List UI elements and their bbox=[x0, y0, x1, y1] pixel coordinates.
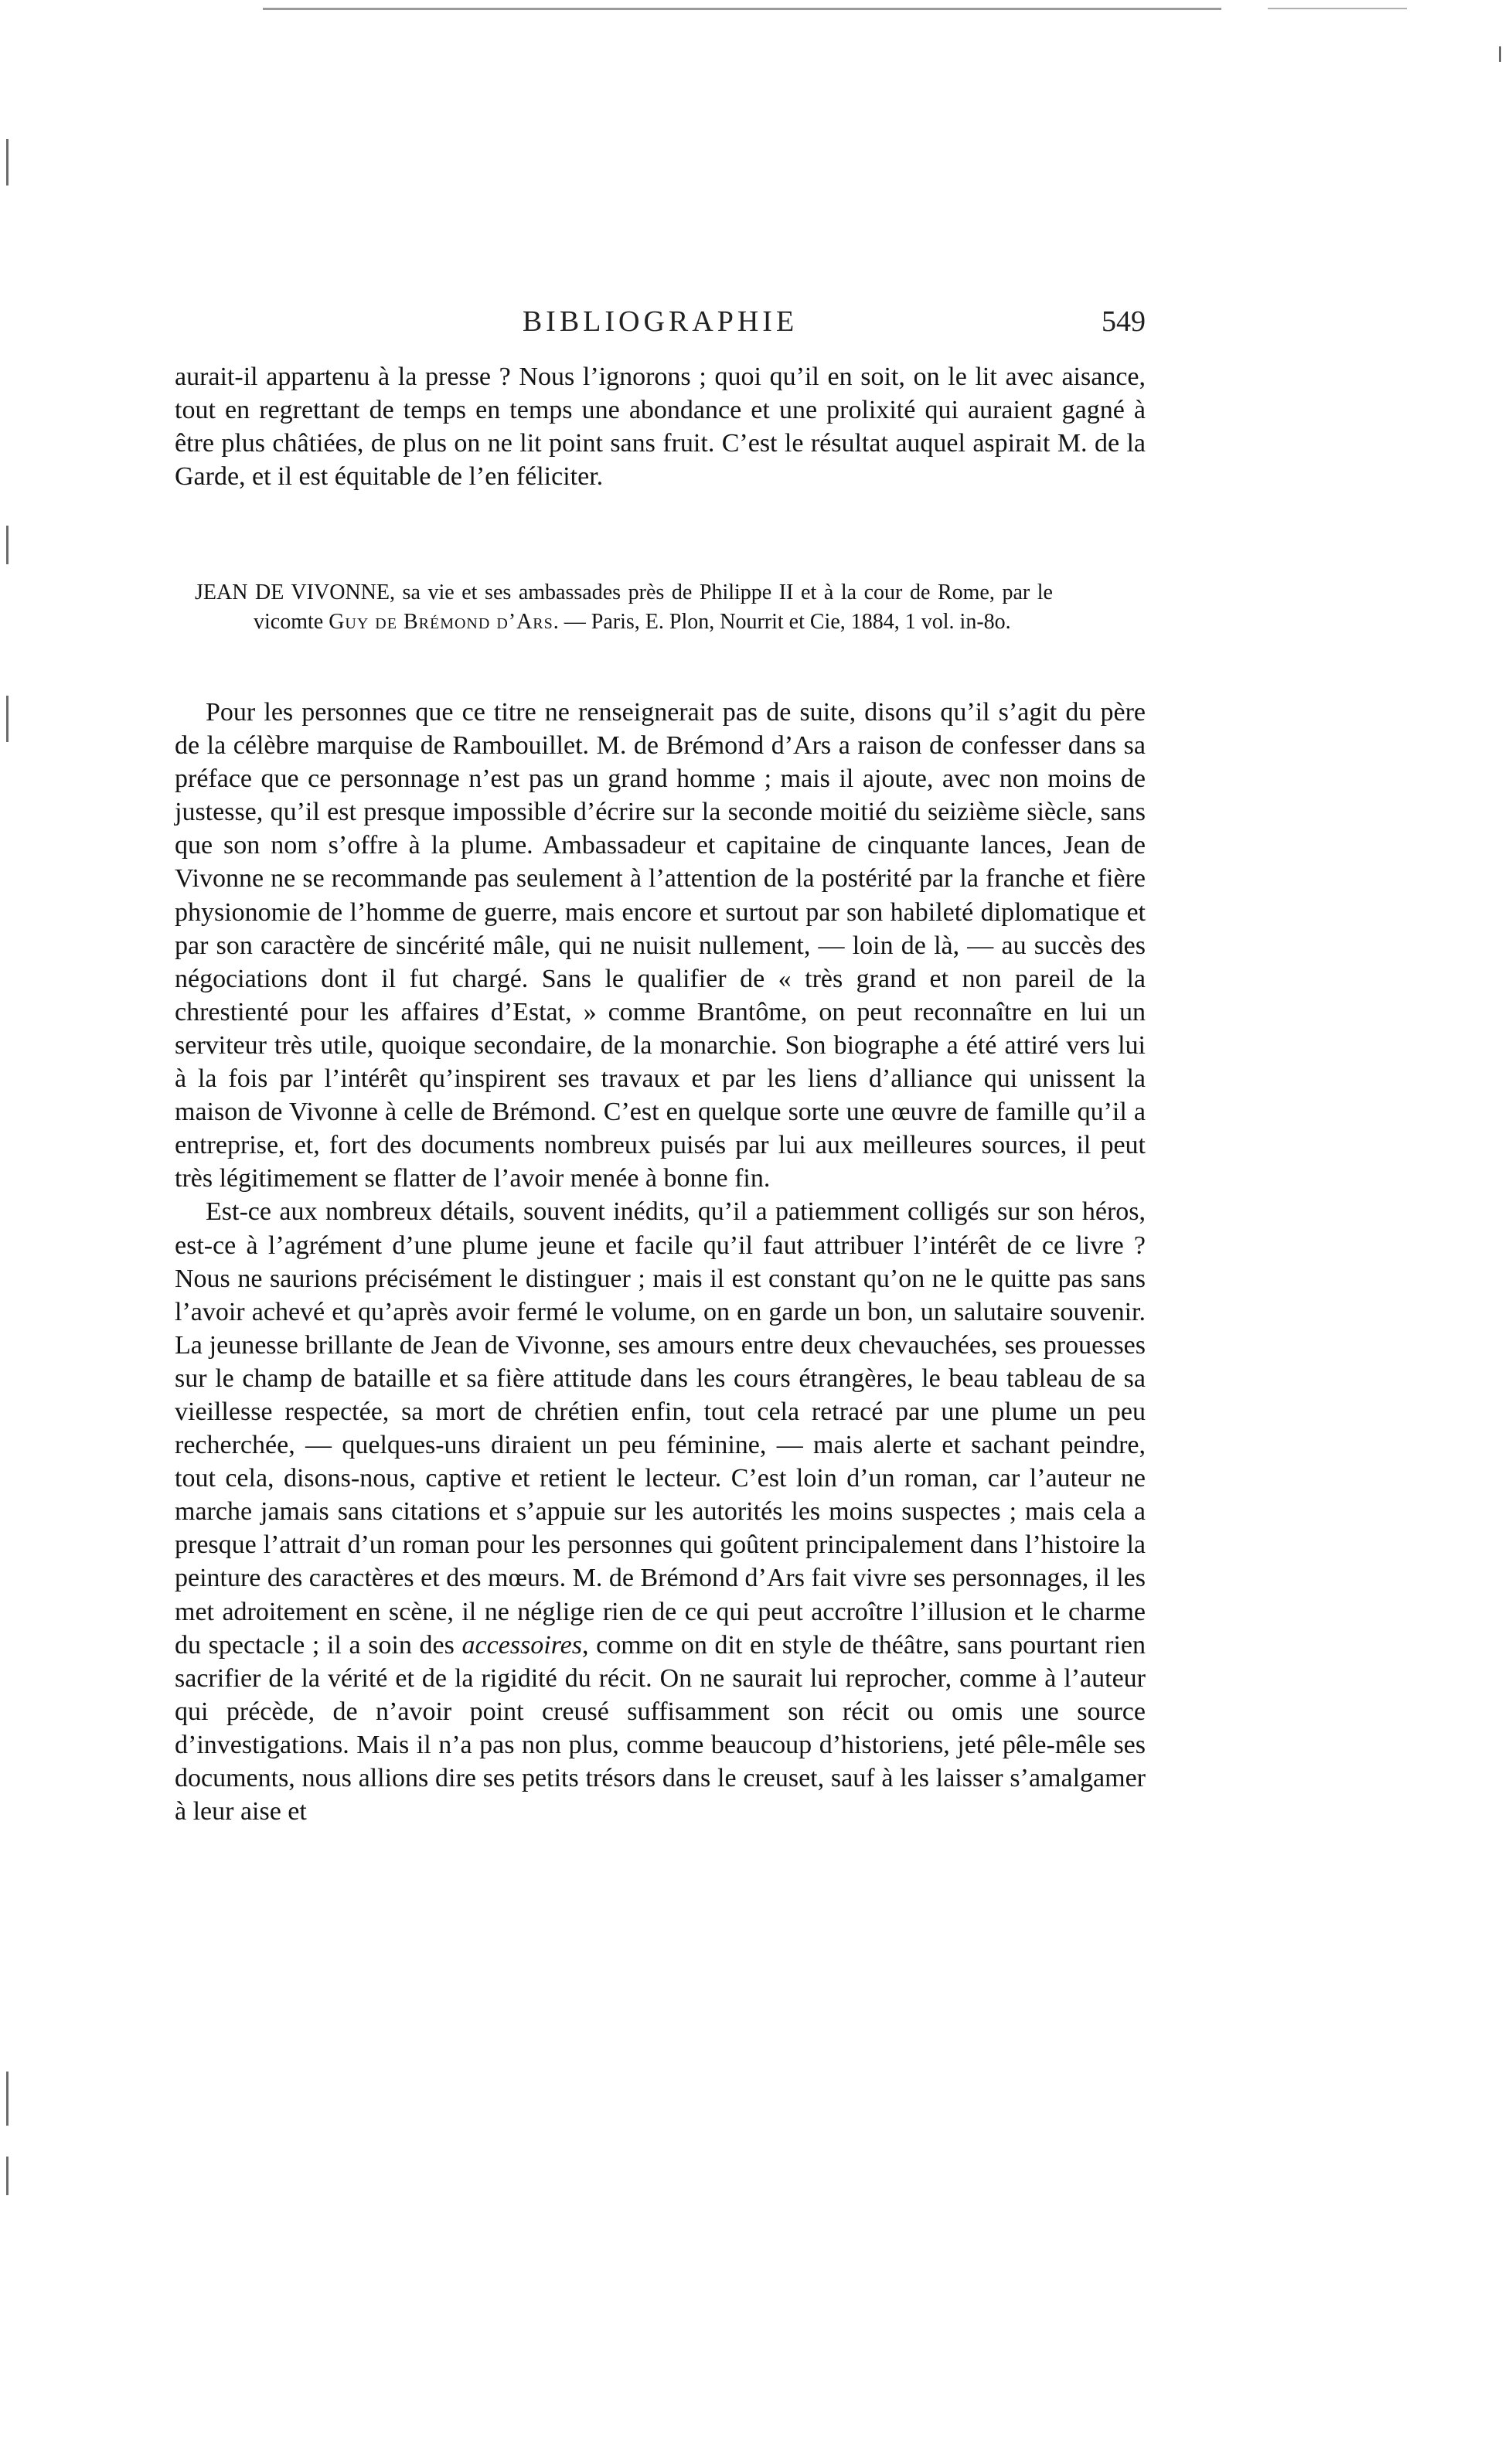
continuation-text: aurait-il appartenu à la presse ? Nous l’ignorons ; quoi qu’il en soit, on le lit avec aisance, tout en regrettant de temps en temps une abondance et une prolixité qui auraient gagné à être plus châtiées, de plus on ne lit point sans fruit. C’est le résultat auquel aspirait M. de la Garde, et il est équitable de l’en féliciter. bbox=[175, 363, 1146, 492]
scan-edge-mark bbox=[6, 526, 9, 564]
scan-edge-mark bbox=[6, 139, 9, 186]
review-subtitle: , sa vie et ses ambassades près de Philippe II et à la cour de Rome, par le vicomte bbox=[254, 580, 1053, 634]
top-edge-rule-right bbox=[1268, 8, 1407, 9]
review-publication: . — Paris, E. Plon, Nourrit et Cie, 1884, 1 vol. in-8o. bbox=[553, 610, 1011, 634]
body-paragraph-2-italic: accessoires bbox=[461, 1630, 582, 1660]
review-citation bbox=[175, 578, 1146, 637]
scan-edge-mark bbox=[6, 2157, 9, 2195]
top-edge-rule bbox=[263, 8, 1221, 10]
page-header bbox=[175, 305, 1146, 343]
body-paragraph-2-end: , comme on dit en style de théâtre, sans pourtant rien sacrifier de la vérité et de la rigidité du récit. On ne saurait lui reprocher, comme à l’auteur qui précède, de n’avoir point creusé suffisamment son récit ou omis une source d’investigations. Mais il n’a pas non plus, comme beaucoup d’historiens, jeté pêle-mêle ses documents, nous allions dire ses petits trésors dans le creuset, sauf à les laisser s’amalgamer à leur aise et bbox=[175, 1630, 1146, 1826]
running-title: BIBLIOGRAPHIE bbox=[522, 305, 799, 338]
review-title: JEAN DE VIVONNE bbox=[195, 580, 390, 604]
scan-edge-mark bbox=[1499, 46, 1501, 62]
page-number: 549 bbox=[1102, 305, 1146, 338]
body-paragraph-2-start: Est-ce aux nombreux détails, souvent inédits, qu’il a patiemment colligés sur son héros, est-ce à l’agrément d’une plume jeune et facile qu’il faut attribuer l’intérêt de ce livre ? Nous ne saurions précisément le distinguer ; mais il est constant qu’on ne le quitte pas sans l’avoir achevé et qu’après avoir fermé le volume, on en garde un bon, un salutaire souvenir. La jeunesse brillante de Jean de Vivonne, ses amours entre deux chevauchées, ses prouesses sur le champ de bataille et sa fière attitude dans les cours étrangères, le beau tableau de sa vieillesse respectée, sa mort de chrétien enfin, tout cela retracé par une plume un peu recherchée, — quelques-uns diraient un peu féminine, — mais alerte et sachant peindre, tout cela, disons-nous, captive et retient le lecteur. C’est loin d’un roman, car l’auteur ne marche jamais sans citations et s’appuie sur les autorités les moins suspectes ; mais cela a presque l’attrait d’un roman pour les personnes qui goûtent principalement dans l’histoire la peinture des caractères et des mœurs. M. de Brémond d’Ars fait vivre ses personnages, il les met adroitement en scène, il ne néglige rien de ce qui peut accroître l’illusion et le charme du spectacle ; il a soin des bbox=[175, 1197, 1146, 1660]
scan-edge-mark bbox=[6, 2072, 9, 2126]
continuation-paragraph bbox=[175, 360, 1146, 493]
body-paragraph-2 bbox=[175, 1195, 1146, 1828]
review-body bbox=[175, 696, 1146, 1828]
body-paragraph-1: Pour les personnes que ce titre ne renseignerait pas de suite, disons qu’il s’agit du père de la célèbre marquise de Rambouillet. M. de Brémond d’Ars a raison de confesser dans sa préface que ce personnage n’est pas un grand homme ; mais il ajoute, avec non moins de justesse, qu’il est presque impossible d’écrire sur la seconde moitié du seizième siècle, sans que son nom s’offre à la plume. Ambassadeur et capitaine de cinquante lances, Jean de Vivonne ne se recommande pas seulement à l’attention de la postérité par la franche et fière physionomie de l’homme de guerre, mais encore et surtout par son habileté diplomatique et par son caractère de sincérité mâle, qui ne nuisit nullement, — loin de là, — au succès des négociations dont il fut chargé. Sans le qualifier de « très grand et non pareil de la chrestienté pour les affaires d’Estat, » comme Brantôme, on peut reconnaître en lui un serviteur très utile, quoique secondaire, de la monarchie. Son biographe a été attiré vers lui à la fois par l’intérêt qu’inspirent ses travaux et par les liens d’alliance qui unissent la maison de Vivonne à celle de Brémond. C’est en quelque sorte une œuvre de famille qu’il a entreprise, et, fort des documents nombreux puisés par lui aux meilleures sources, il peut très légitimement se flatter de l’avoir menée à bonne fin. bbox=[175, 698, 1146, 1193]
review-author: Guy de Brémond d’Ars bbox=[329, 610, 553, 634]
scan-edge-mark bbox=[6, 696, 9, 742]
